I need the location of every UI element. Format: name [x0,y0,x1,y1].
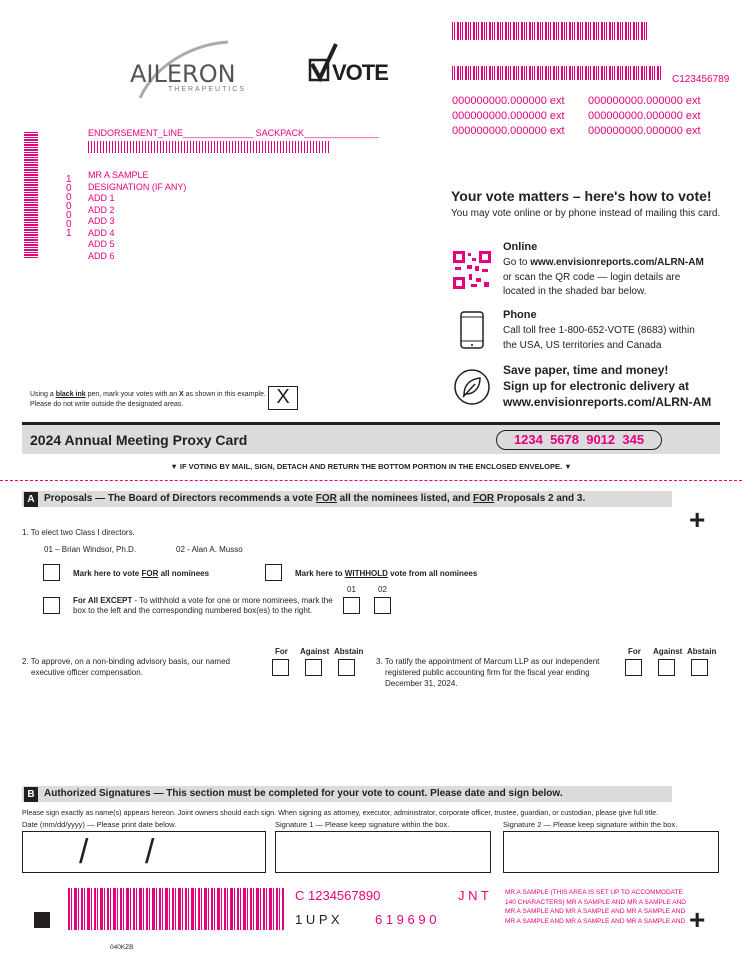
nominee-2: 02 - Alan A. Musso [176,545,243,554]
company-subtitle: THERAPEUTICS [168,86,247,93]
address-line: ADD 2 [88,204,115,215]
phone-icon [459,311,485,349]
footer-barcode [68,888,284,930]
for-all-except-label [73,596,333,616]
control-code: C123456789 [672,74,730,85]
online-text [503,256,704,300]
address-line: ADD 3 [88,216,115,226]
ext-line: 000000000.000000 ext [588,110,701,122]
save-line2: Sign up for electronic delivery at [503,379,690,393]
signature-1-box[interactable] [275,831,491,873]
footer-num: 6 1 9 6 9 0 [375,912,437,927]
ink-note [30,390,266,410]
for-all-checkbox[interactable] [43,564,60,581]
proposal-3-line3: December 31, 2024. [385,679,458,688]
p2-abstain-label: Abstain [334,647,364,656]
date-separator: / [79,833,89,871]
perforation-line [0,480,742,481]
for-all-except-text2: box to the left and the corresponding numbered box(es) to the right. [73,606,313,615]
nominee-02-checkbox[interactable] [374,597,391,614]
footer-upx: 1 U P X [295,912,340,927]
nominee-col-01: 01 [347,585,356,594]
for-all-label-text: all nominees [158,569,210,578]
p3-abstain-checkbox[interactable] [691,659,708,676]
ext-line: 000000000.000000 ext [452,110,565,122]
registration-plus-footer: + [689,904,706,935]
p3-for-label: For [628,647,641,656]
address-line: ADD 6 [88,250,115,261]
address-line: ADD 5 [88,239,115,249]
save-line3[interactable]: www.envisionreports.com/ALRN-AM [503,395,712,409]
for-all-label-text: Mark here to vote [73,569,142,578]
online-title: Online [503,241,538,253]
card-title: 2024 Annual Meeting Proxy Card [30,432,248,448]
vertical-code: 1000001 [66,174,72,239]
proposal-3-text [376,656,599,689]
ink-note-text: pen, mark your votes with an [85,391,180,398]
proposal-3-line2: registered public accounting firm for the fiscal year ending [385,668,590,677]
p3-against-checkbox[interactable] [658,659,675,676]
nominee-1: 01 – Brian Windsor, Ph.D. [44,545,137,554]
ink-note-x: X [179,391,184,398]
top-barcode-2 [452,66,662,80]
online-line3: located in the shaded bar below. [503,286,647,297]
date-label: Date (mm/dd/yyyy) — Please print date below. [22,820,177,829]
section-a-title-text: all the nominees listed, and [336,493,474,504]
proposal-2-line2: executive officer compensation. [31,668,143,677]
p3-against-label: Against [653,647,683,656]
side-barcode [24,132,38,258]
ink-note-bold: black ink [55,391,86,398]
company-name: AILERON [130,60,236,88]
top-barcode-1 [452,22,648,40]
proposal-1-text: 1. To elect two Class I directors. [22,528,135,537]
withhold-label-bold: WITHHOLD [344,569,388,578]
registration-square [34,912,50,928]
example-mark-box [268,386,298,410]
save-text [503,362,711,410]
ext-line: 000000000.000000 ext [452,95,565,107]
for-all-except-text: - To withhold a vote for one or more nominees, mark the [132,596,333,605]
endorsement-line: ENDORSEMENT_LINE______________ SACKPACK_______________ [88,128,380,138]
card-title-bar [22,422,720,454]
section-a-title-text: Proposals — The Board of Directors recommends a vote [44,493,316,504]
signature-2-box[interactable] [503,831,719,873]
signature-instructions: Please sign exactly as name(s) appears hereon. Joint owners should each sign. When signing as attorney, executor, administrator, corporate officer, trustee, guardian, or custodian, please give full title. [22,808,659,817]
for-all-except-checkbox[interactable] [43,597,60,614]
registration-plus: + [689,504,706,535]
sample-line: 140 CHARACTERS) MR A SAMPLE AND MR A SAMPLE AND [505,898,686,906]
p3-for-checkbox[interactable] [625,659,642,676]
p2-for-label: For [275,647,288,656]
proposal-2-line1: 2. To approve, on a non-binding advisory basis, our named [22,657,230,666]
proposal-2-text [22,656,230,678]
date-separator: / [145,833,155,871]
nominee-col-02: 02 [378,585,387,594]
company-logo [128,40,248,100]
address-line: DESIGNATION (IF ANY) [88,181,187,192]
for-all-except-bold: For All EXCEPT [73,596,133,605]
leaf-icon [453,368,491,406]
section-a-title-for: FOR [473,493,495,504]
ink-note-text: Using a [30,391,56,398]
phone-title: Phone [503,309,537,321]
card-number: 1234 5678 9012 345 [496,430,662,450]
address-line: MR A SAMPLE [88,170,149,180]
section-b-title: Authorized Signatures — This section must be completed for your vote to count. Please date and sign below. [44,788,563,799]
section-a-title-for: FOR [315,493,337,504]
footer-sample-block [505,888,686,926]
p2-for-checkbox[interactable] [272,659,289,676]
footer-jnt: J N T [458,888,489,903]
sig1-label: Signature 1 — Please keep signature within the box. [275,820,450,829]
p2-abstain-checkbox[interactable] [338,659,355,676]
nominee-01-checkbox[interactable] [343,597,360,614]
ext-line: 000000000.000000 ext [452,125,565,137]
sig2-label: Signature 2 — Please keep signature within the box. [503,820,678,829]
phone-line2: the USA, US territories and Canada [503,339,662,351]
section-a-header [22,491,672,507]
section-b-header [22,786,672,802]
example-mark: X [276,386,290,408]
p3-abstain-label: Abstain [687,647,717,656]
section-a-letter: A [24,492,38,507]
ink-note-text: as shown in this example. [183,391,266,398]
instructions-title: Your vote matters – here's how to vote! [451,188,712,204]
sample-line: MR A SAMPLE AND MR A SAMPLE AND MR A SAMPLE AND [505,917,686,925]
form-code: 040KZB [110,944,134,951]
for-all-label [73,569,209,578]
sample-line: MR A SAMPLE (THIS AREA IS SET UP TO ACCOMMODATE [505,889,683,896]
instructions-subtitle: You may vote online or by phone instead of mailing this card. [451,208,721,219]
vote-logo [308,42,388,85]
section-b-letter: B [24,787,38,802]
phone-text [503,324,695,353]
sample-line: MR A SAMPLE AND MR A SAMPLE AND MR A SAMPLE AND [505,908,686,915]
p2-against-label: Against [300,647,330,656]
footer-c-code: C 1234567890 [295,888,381,903]
online-line2: or scan the QR code — login details are [503,271,681,283]
online-prefix: Go to [503,257,531,268]
proposal-3-line1: 3. To ratify the appointment of Marcum LLP as our independent [376,657,600,666]
postal-barcode [88,141,330,153]
section-a-title [44,493,585,504]
detach-instruction: ▼ IF VOTING BY MAIL, SIGN, DETACH AND RETURN THE BOTTOM PORTION IN THE ENCLOSED ENVELOPE. ▼ [170,462,572,471]
withhold-label-text: Mark here to [295,569,345,578]
ext-line: 000000000.000000 ext [588,95,701,107]
withhold-all-checkbox[interactable] [265,564,282,581]
address-line: ADD 4 [88,227,115,238]
withhold-all-label [295,569,477,578]
ext-line: 000000000.000000 ext [588,125,701,137]
vote-logo-text: VOTE [332,60,388,85]
phone-line1: Call toll free 1-800-652-VOTE (8683) within [503,325,695,336]
for-all-label-for: FOR [141,569,159,578]
ink-note-line2: Please do not write outside the designated areas. [30,401,184,408]
online-url[interactable]: www.envisionreports.com/ALRN-AM [530,257,704,268]
p2-against-checkbox[interactable] [305,659,322,676]
qr-code-icon [453,251,491,289]
address-block [88,170,186,262]
withhold-label-text: vote from all nominees [387,569,478,578]
date-input-box[interactable] [22,831,266,873]
save-line1: Save paper, time and money! [503,363,669,377]
section-a-title-text: Proposals 2 and 3. [494,493,586,504]
address-line: ADD 1 [88,193,115,203]
